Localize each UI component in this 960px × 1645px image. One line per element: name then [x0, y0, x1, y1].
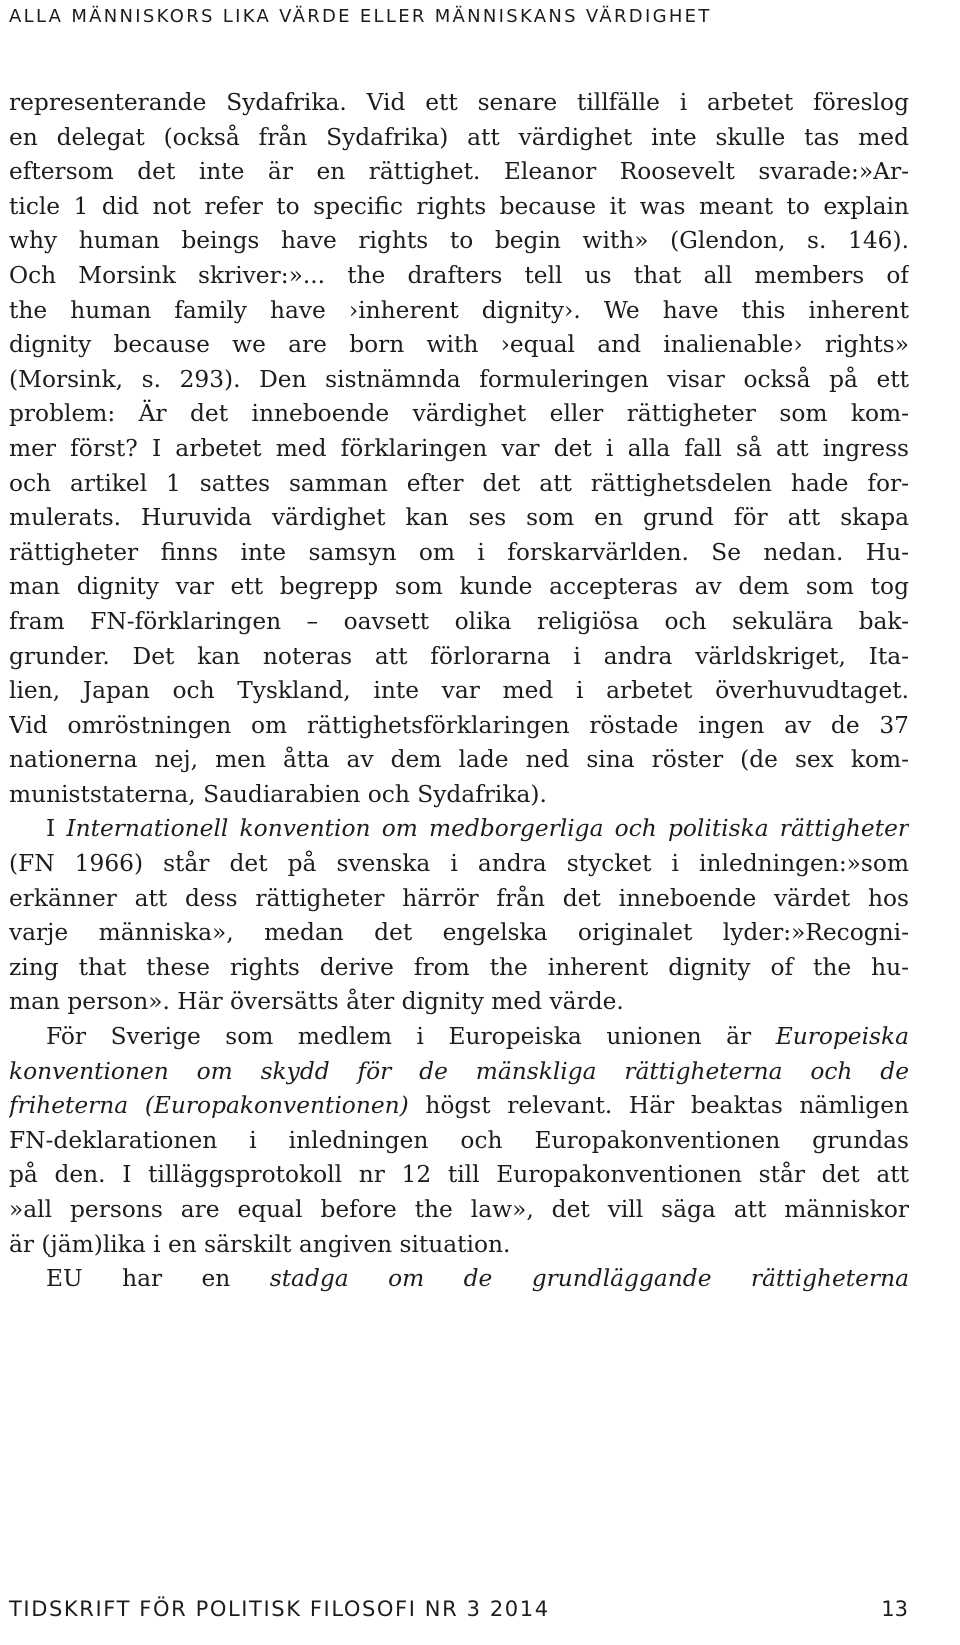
italic-title: konventionen om skydd för de mänskliga rättigheterna och de: [9, 1057, 909, 1085]
text-line: är (jäm)lika i en särskilt angiven situation.: [9, 1230, 511, 1258]
page-number: 13: [881, 1597, 908, 1621]
text-line: eftersom det inte är en rättighet. Eleanor Roosevelt svarade:»Ar-: [9, 158, 909, 186]
italic-title: Europeiska: [775, 1023, 909, 1051]
text-line: man person». Här översätts åter dignity med värde.: [9, 988, 624, 1016]
text-line: man dignity var ett begrepp som kunde accepteras av dem som tog: [9, 573, 909, 601]
italic-title: friheterna (Europakonventionen): [9, 1092, 409, 1120]
text-line: erkänner att dess rättigheter härrör från det inneboende värdet hos: [9, 884, 909, 912]
text-line: Vid omröstningen om rättighetsförklaringen röstade ingen av de 37: [9, 711, 909, 739]
text-line: ticle 1 did not refer to specific rights because it was meant to explain: [9, 192, 909, 220]
text-line: Och Morsink skriver:»... the drafters tell us that all members of: [9, 261, 909, 289]
text-line: the human family have ›inherent dignity›. We have this inherent: [9, 296, 909, 324]
text-line: grunder. Det kan noteras att förlorarna i andra världskriget, Ita-: [9, 642, 909, 670]
text-line: mulerats. Huruvida värdighet kan ses som en grund för att skapa: [9, 504, 909, 532]
text-line: rättigheter finns inte samsyn om i forskarvärlden. Se nedan. Hu-: [9, 538, 909, 566]
text-line: nationerna nej, men åtta av dem lade ned sina röster (de sex kom-: [9, 746, 909, 774]
text-line: why human beings have rights to begin with» (Glendon, s. 146).: [9, 227, 909, 255]
italic-title: stadga om de grundläggande rättigheterna: [269, 1265, 909, 1293]
text-line: problem: Är det inneboende värdighet eller rättigheter som kom-: [9, 400, 909, 428]
text-line: För Sverige som medlem i Europeiska unionen är Europeiska: [46, 1023, 909, 1051]
text-line: »all persons are equal before the law», det vill säga att människor: [9, 1196, 909, 1223]
text-line: zing that these rights derive from the inherent dignity of the hu-: [9, 953, 909, 981]
text-line: fram FN-förklaringen – oavsett olika religiösa och sekulära bak-: [9, 607, 909, 635]
running-header: ALLA MÄNNISKORS LIKA VÄRDE ELLER MÄNNISKANS VÄRDIGHET: [9, 6, 712, 27]
text-line: på den. I tilläggsprotokoll nr 12 till Europakonventionen står det att: [9, 1161, 909, 1189]
text-line: friheterna (Europakonventionen) högst relevant. Här beaktas nämligen: [9, 1092, 909, 1120]
text-line: dignity because we are born with ›equal and inalienable› rights»: [9, 331, 909, 359]
text-line: lien, Japan och Tyskland, inte var med i arbetet överhuvudtaget.: [9, 677, 909, 705]
text-line: [9, 1055, 909, 1090]
italic-title: Internationell konvention om medborgerliga och politiska rättigheter: [66, 815, 909, 843]
text-line: FN-deklarationen i inledningen och Europakonventionen grundas: [9, 1126, 909, 1154]
text-line: en delegat (också från Sydafrika) att värdighet inte skulle tas med: [9, 123, 909, 151]
text-line: mer först? I arbetet med förklaringen var det i alla fall så att ingress: [9, 434, 909, 462]
text-line: muniststaterna, Saudiarabien och Sydafrika).: [9, 780, 547, 808]
text-line: EU har en stadga om de grundläggande rättigheterna: [46, 1265, 909, 1293]
text-line: I Internationell konvention om medborgerliga och politiska rättigheter: [46, 815, 909, 843]
text-line: representerande Sydafrika. Vid ett senare tillfälle i arbetet föreslog: [9, 89, 909, 116]
text-line: (FN 1966) står det på svenska i andra stycket i inledningen:»som: [9, 850, 909, 878]
text-line: och artikel 1 sattes samman efter det att rättighetsdelen hade for-: [9, 469, 909, 497]
body-text: [9, 86, 909, 1297]
text-line: varje människa», medan det engelska originalet lyder:»Recogni-: [9, 919, 909, 947]
journal-footer: TIDSKRIFT FÖR POLITISK FILOSOFI NR 3 2014: [9, 1597, 550, 1621]
text-line: (Morsink, s. 293). Den sistnämnda formuleringen visar också på ett: [9, 365, 909, 393]
